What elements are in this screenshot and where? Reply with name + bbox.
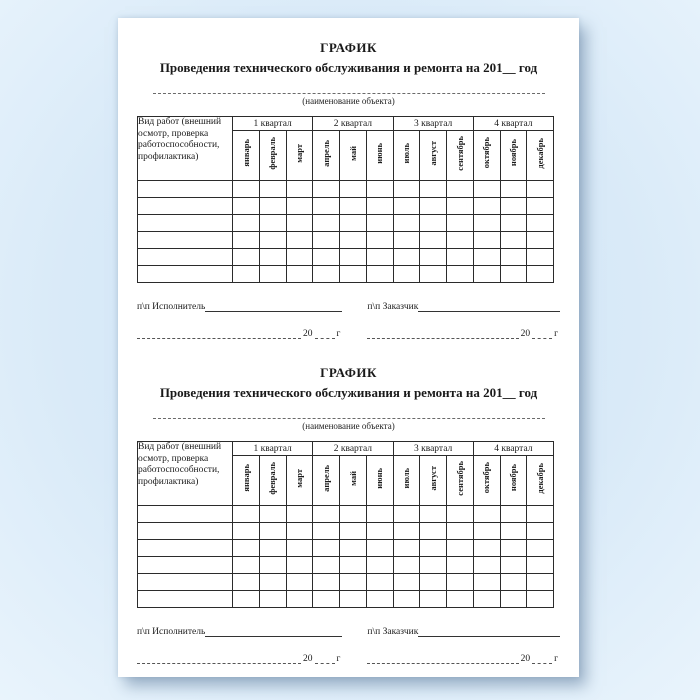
schedule-cell bbox=[393, 266, 420, 283]
schedule-cell bbox=[447, 540, 474, 557]
executor-label: п\п Исполнитель bbox=[137, 627, 206, 637]
month-label: март bbox=[294, 468, 305, 488]
schedule-cell bbox=[473, 540, 500, 557]
form-subtitle: Проведения технического обслуживания и ремонта на 201__ год bbox=[159, 60, 538, 75]
schedule-cell bbox=[420, 540, 447, 557]
schedule-cell bbox=[500, 557, 527, 574]
schedule-cell bbox=[393, 540, 420, 557]
schedule-cell bbox=[366, 198, 393, 215]
schedule-cell bbox=[233, 540, 260, 557]
year-blank-line bbox=[532, 653, 552, 664]
schedule-empty-row bbox=[138, 506, 554, 523]
form-subtitle: Проведения технического обслуживания и ремонта на 201__ год bbox=[159, 385, 538, 400]
month-label: август bbox=[427, 465, 438, 491]
schedule-cell bbox=[313, 540, 340, 557]
quarter-2-header: 2 квартал bbox=[313, 442, 393, 456]
schedule-cell bbox=[340, 574, 367, 591]
schedule-cell bbox=[366, 506, 393, 523]
year-prefix: 20 bbox=[520, 329, 531, 339]
form-title: ГРАФИК bbox=[320, 40, 377, 55]
schedule-cell bbox=[286, 557, 313, 574]
month-label: декабрь bbox=[534, 462, 545, 494]
schedule-cell bbox=[138, 215, 233, 232]
month-header-december bbox=[527, 456, 554, 506]
schedule-form-top bbox=[118, 18, 579, 339]
schedule-cell bbox=[473, 232, 500, 249]
schedule-cell bbox=[138, 232, 233, 249]
form-title: ГРАФИК bbox=[320, 365, 377, 380]
quarter-3-header: 3 квартал bbox=[393, 117, 473, 131]
customer-date-line bbox=[367, 328, 518, 339]
schedule-cell bbox=[500, 574, 527, 591]
executor-date-line bbox=[137, 328, 301, 339]
schedule-cell bbox=[447, 181, 474, 198]
object-name-line bbox=[153, 92, 545, 94]
schedule-cell bbox=[500, 232, 527, 249]
schedule-cell bbox=[313, 249, 340, 266]
customer-signature-line bbox=[418, 626, 560, 637]
schedule-cell bbox=[313, 266, 340, 283]
year-suffix: г bbox=[554, 654, 558, 664]
schedule-cell bbox=[527, 266, 554, 283]
quarter-4-header: 4 квартал bbox=[473, 117, 553, 131]
schedule-cell bbox=[473, 249, 500, 266]
schedule-cell bbox=[473, 198, 500, 215]
schedule-cell bbox=[500, 181, 527, 198]
month-label: июль bbox=[401, 142, 412, 164]
customer-signature bbox=[367, 626, 560, 637]
schedule-cell bbox=[233, 198, 260, 215]
month-label: июнь bbox=[374, 467, 385, 489]
schedule-empty-row bbox=[138, 266, 554, 283]
schedule-cell bbox=[233, 232, 260, 249]
schedule-cell bbox=[447, 266, 474, 283]
schedule-cell bbox=[138, 591, 233, 608]
schedule-cell bbox=[527, 506, 554, 523]
quarter-1-header: 1 квартал bbox=[233, 117, 313, 131]
month-header-october bbox=[473, 131, 500, 181]
schedule-cell bbox=[420, 574, 447, 591]
schedule-cell bbox=[138, 181, 233, 198]
schedule-cell bbox=[138, 198, 233, 215]
month-header-august bbox=[420, 456, 447, 506]
schedule-cell bbox=[259, 506, 286, 523]
executor-date bbox=[137, 328, 342, 339]
schedule-cell bbox=[393, 523, 420, 540]
month-label: май bbox=[347, 470, 358, 486]
schedule-cell bbox=[340, 591, 367, 608]
schedule-cell bbox=[447, 198, 474, 215]
customer-date-line bbox=[367, 653, 518, 664]
schedule-cell bbox=[366, 181, 393, 198]
schedule-cell bbox=[233, 591, 260, 608]
schedule-cell bbox=[340, 181, 367, 198]
schedule-empty-row bbox=[138, 591, 554, 608]
schedule-empty-row bbox=[138, 540, 554, 557]
year-blank-line bbox=[532, 328, 552, 339]
maintenance-schedule-table bbox=[137, 116, 554, 283]
schedule-cell bbox=[286, 181, 313, 198]
schedule-cell bbox=[393, 591, 420, 608]
customer-date bbox=[367, 328, 560, 339]
schedule-cell bbox=[286, 249, 313, 266]
schedule-cell bbox=[500, 266, 527, 283]
executor-date bbox=[137, 653, 342, 664]
schedule-cell bbox=[259, 591, 286, 608]
maintenance-schedule-table bbox=[137, 441, 554, 608]
schedule-cell bbox=[259, 198, 286, 215]
customer-label: п\п Заказчик bbox=[367, 302, 419, 312]
executor-signature-line bbox=[205, 626, 342, 637]
month-label: ноябрь bbox=[508, 139, 519, 167]
month-header-august bbox=[420, 131, 447, 181]
schedule-cell bbox=[286, 215, 313, 232]
schedule-cell bbox=[366, 523, 393, 540]
month-header-september bbox=[447, 131, 474, 181]
schedule-cell bbox=[138, 557, 233, 574]
schedule-cell bbox=[447, 574, 474, 591]
schedule-cell bbox=[473, 591, 500, 608]
month-header-april bbox=[313, 456, 340, 506]
schedule-empty-row bbox=[138, 198, 554, 215]
schedule-cell bbox=[447, 557, 474, 574]
schedule-cell bbox=[366, 266, 393, 283]
month-label: январь bbox=[240, 464, 251, 492]
schedule-cell bbox=[313, 232, 340, 249]
schedule-cell bbox=[259, 232, 286, 249]
schedule-cell bbox=[447, 249, 474, 266]
schedule-cell bbox=[233, 557, 260, 574]
schedule-empty-row bbox=[138, 232, 554, 249]
schedule-cell bbox=[259, 266, 286, 283]
quarter-4-header: 4 квартал bbox=[473, 442, 553, 456]
month-label: ноябрь bbox=[508, 464, 519, 492]
schedule-cell bbox=[286, 591, 313, 608]
month-header-june bbox=[366, 131, 393, 181]
schedule-cell bbox=[366, 557, 393, 574]
schedule-cell bbox=[420, 232, 447, 249]
year-blank-line bbox=[315, 653, 335, 664]
schedule-cell bbox=[447, 232, 474, 249]
schedule-cell bbox=[473, 557, 500, 574]
schedule-cell bbox=[473, 523, 500, 540]
schedule-cell bbox=[366, 591, 393, 608]
month-label: август bbox=[427, 140, 438, 166]
year-suffix: г bbox=[336, 654, 341, 664]
schedule-cell bbox=[313, 181, 340, 198]
schedule-cell bbox=[393, 215, 420, 232]
schedule-cell bbox=[527, 557, 554, 574]
schedule-cell bbox=[313, 198, 340, 215]
customer-signature bbox=[367, 301, 560, 312]
schedule-cell bbox=[313, 506, 340, 523]
schedule-cell bbox=[340, 506, 367, 523]
schedule-cell bbox=[138, 506, 233, 523]
schedule-cell bbox=[420, 198, 447, 215]
quarter-header-row bbox=[138, 442, 554, 456]
schedule-cell bbox=[500, 249, 527, 266]
schedule-cell bbox=[233, 215, 260, 232]
schedule-cell bbox=[366, 540, 393, 557]
executor-label: п\п Исполнитель bbox=[137, 302, 206, 312]
month-header-february bbox=[259, 456, 286, 506]
year-suffix: г bbox=[554, 329, 558, 339]
schedule-cell bbox=[420, 523, 447, 540]
schedule-cell bbox=[473, 266, 500, 283]
object-name-caption: (наименование объекта) bbox=[302, 421, 395, 431]
schedule-cell bbox=[313, 574, 340, 591]
month-header-march bbox=[286, 131, 313, 181]
schedule-cell bbox=[527, 249, 554, 266]
quarter-2-header: 2 квартал bbox=[313, 117, 393, 131]
month-label: май bbox=[347, 145, 358, 161]
schedule-cell bbox=[340, 215, 367, 232]
schedule-cell bbox=[286, 198, 313, 215]
executor-signature-line bbox=[205, 301, 342, 312]
month-header-december bbox=[527, 131, 554, 181]
schedule-cell bbox=[527, 232, 554, 249]
schedule-cell bbox=[340, 266, 367, 283]
schedule-cell bbox=[393, 232, 420, 249]
schedule-cell bbox=[138, 523, 233, 540]
schedule-cell bbox=[393, 506, 420, 523]
schedule-cell bbox=[393, 557, 420, 574]
schedule-cell bbox=[447, 215, 474, 232]
month-header-july bbox=[393, 131, 420, 181]
schedule-cell bbox=[259, 574, 286, 591]
schedule-cell bbox=[500, 198, 527, 215]
schedule-cell bbox=[527, 591, 554, 608]
work-type-header-cell: Вид работ (внешний осмотр, проверка работоспособности, профилактика) bbox=[138, 442, 233, 506]
schedule-cell bbox=[233, 266, 260, 283]
schedule-cell bbox=[500, 506, 527, 523]
schedule-cell bbox=[500, 215, 527, 232]
month-label: декабрь bbox=[534, 137, 545, 169]
quarter-header-row bbox=[138, 117, 554, 131]
schedule-cell bbox=[286, 506, 313, 523]
schedule-cell bbox=[473, 215, 500, 232]
quarter-1-header: 1 квартал bbox=[233, 442, 313, 456]
month-header-september bbox=[447, 456, 474, 506]
schedule-empty-row bbox=[138, 215, 554, 232]
quarter-3-header: 3 квартал bbox=[393, 442, 473, 456]
schedule-form-bottom bbox=[118, 339, 579, 664]
schedule-cell bbox=[286, 232, 313, 249]
schedule-cell bbox=[233, 506, 260, 523]
schedule-empty-row bbox=[138, 249, 554, 266]
year-suffix: г bbox=[336, 329, 341, 339]
schedule-cell bbox=[259, 540, 286, 557]
date-row bbox=[137, 653, 560, 664]
schedule-cell bbox=[259, 181, 286, 198]
work-type-header-cell: Вид работ (внешний осмотр, проверка работоспособности, профилактика) bbox=[138, 117, 233, 181]
schedule-cell bbox=[420, 506, 447, 523]
schedule-cell bbox=[366, 215, 393, 232]
month-label: июль bbox=[401, 467, 412, 489]
schedule-cell bbox=[393, 198, 420, 215]
schedule-empty-row bbox=[138, 523, 554, 540]
schedule-cell bbox=[500, 523, 527, 540]
schedule-cell bbox=[138, 266, 233, 283]
schedule-cell bbox=[286, 266, 313, 283]
schedule-cell bbox=[340, 249, 367, 266]
month-label: июнь bbox=[374, 142, 385, 164]
schedule-cell bbox=[527, 540, 554, 557]
schedule-cell bbox=[138, 540, 233, 557]
schedule-cell bbox=[313, 215, 340, 232]
schedule-cell bbox=[366, 232, 393, 249]
month-label: февраль bbox=[267, 461, 278, 495]
schedule-cell bbox=[420, 249, 447, 266]
schedule-cell bbox=[500, 540, 527, 557]
executor-signature bbox=[137, 301, 342, 312]
schedule-cell bbox=[313, 557, 340, 574]
year-prefix: 20 bbox=[303, 654, 313, 664]
schedule-cell bbox=[473, 506, 500, 523]
schedule-cell bbox=[527, 574, 554, 591]
schedule-cell bbox=[500, 591, 527, 608]
schedule-cell bbox=[233, 249, 260, 266]
schedule-cell bbox=[393, 181, 420, 198]
month-header-october bbox=[473, 456, 500, 506]
customer-signature-line bbox=[418, 301, 560, 312]
schedule-empty-row bbox=[138, 574, 554, 591]
schedule-cell bbox=[447, 591, 474, 608]
month-label: апрель bbox=[320, 464, 331, 492]
schedule-cell bbox=[259, 215, 286, 232]
schedule-cell bbox=[527, 215, 554, 232]
schedule-cell bbox=[286, 540, 313, 557]
month-header-april bbox=[313, 131, 340, 181]
schedule-cell bbox=[473, 181, 500, 198]
schedule-cell bbox=[259, 523, 286, 540]
schedule-cell bbox=[286, 574, 313, 591]
schedule-cell bbox=[420, 215, 447, 232]
schedule-cell bbox=[138, 574, 233, 591]
month-label: сентябрь bbox=[454, 135, 465, 171]
month-header-november bbox=[500, 456, 527, 506]
schedule-cell bbox=[473, 574, 500, 591]
month-header-june bbox=[366, 456, 393, 506]
signature-row bbox=[137, 626, 560, 637]
schedule-cell bbox=[340, 540, 367, 557]
object-name-caption: (наименование объекта) bbox=[302, 96, 395, 106]
schedule-cell bbox=[527, 198, 554, 215]
month-header-november bbox=[500, 131, 527, 181]
month-label: апрель bbox=[320, 139, 331, 167]
schedule-cell bbox=[259, 249, 286, 266]
month-header-may bbox=[340, 456, 367, 506]
executor-date-line bbox=[137, 653, 301, 664]
month-label: январь bbox=[240, 139, 251, 167]
schedule-cell bbox=[340, 523, 367, 540]
schedule-cell bbox=[233, 523, 260, 540]
document-paper bbox=[118, 18, 579, 677]
schedule-cell bbox=[340, 198, 367, 215]
schedule-cell bbox=[420, 557, 447, 574]
customer-date bbox=[367, 653, 560, 664]
schedule-cell bbox=[366, 574, 393, 591]
schedule-cell bbox=[420, 591, 447, 608]
schedule-cell bbox=[447, 523, 474, 540]
schedule-cell bbox=[366, 249, 393, 266]
schedule-cell bbox=[527, 181, 554, 198]
schedule-empty-row bbox=[138, 557, 554, 574]
month-header-january bbox=[233, 456, 260, 506]
schedule-cell bbox=[286, 523, 313, 540]
month-label: октябрь bbox=[481, 462, 492, 494]
month-header-may bbox=[340, 131, 367, 181]
object-name-line bbox=[153, 417, 545, 419]
date-row bbox=[137, 328, 560, 339]
schedule-cell bbox=[313, 591, 340, 608]
schedule-cell bbox=[340, 232, 367, 249]
month-label: сентябрь bbox=[454, 460, 465, 496]
year-blank-line bbox=[315, 328, 335, 339]
year-prefix: 20 bbox=[520, 654, 531, 664]
schedule-cell bbox=[393, 249, 420, 266]
schedule-cell bbox=[420, 181, 447, 198]
month-header-july bbox=[393, 456, 420, 506]
month-label: февраль bbox=[267, 136, 278, 170]
schedule-cell bbox=[420, 266, 447, 283]
schedule-cell bbox=[313, 523, 340, 540]
schedule-cell bbox=[233, 574, 260, 591]
schedule-cell bbox=[340, 557, 367, 574]
schedule-cell bbox=[447, 506, 474, 523]
schedule-cell bbox=[259, 557, 286, 574]
month-label: март bbox=[294, 143, 305, 163]
executor-signature bbox=[137, 626, 342, 637]
customer-label: п\п Заказчик bbox=[367, 627, 419, 637]
schedule-cell bbox=[527, 523, 554, 540]
month-label: октябрь bbox=[481, 137, 492, 169]
month-header-march bbox=[286, 456, 313, 506]
schedule-cell bbox=[393, 574, 420, 591]
month-header-january bbox=[233, 131, 260, 181]
year-prefix: 20 bbox=[303, 329, 313, 339]
schedule-cell bbox=[233, 181, 260, 198]
month-header-february bbox=[259, 131, 286, 181]
signature-row bbox=[137, 301, 560, 312]
schedule-cell bbox=[138, 249, 233, 266]
schedule-empty-row bbox=[138, 181, 554, 198]
